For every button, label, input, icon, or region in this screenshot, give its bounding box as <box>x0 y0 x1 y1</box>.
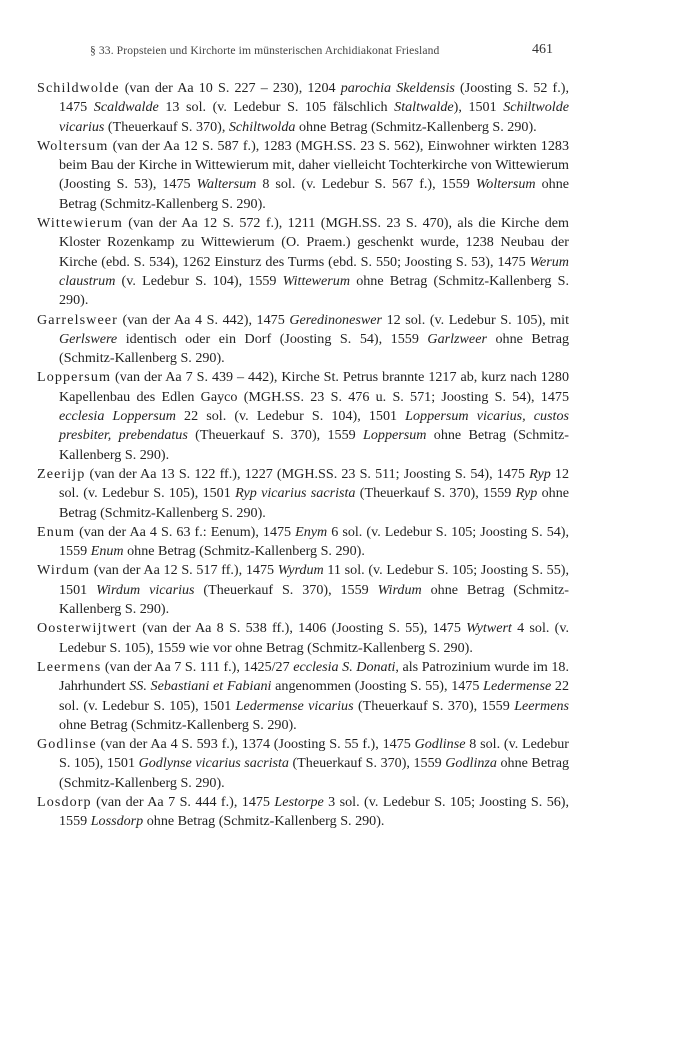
entry-text: 13 sol. (v. Ledebur S. 105 fälschlich <box>158 99 395 116</box>
entry-text: ohne Betrag (Schmitz-Kallenberg S. 290). <box>295 118 537 135</box>
entry-paragraph <box>37 793 569 832</box>
entry-italic-text: Werum claustrum <box>59 253 569 289</box>
entry-text: 12 sol. (v. Ledebur S. 105), 1501 <box>59 465 570 502</box>
entry-place-name: Zeerijp <box>37 465 86 482</box>
entry-paragraph <box>37 523 569 562</box>
entry-paragraph <box>37 311 569 369</box>
entry-text: 3 sol. (v. Ledebur S. 105; Joosting S. 56), 1559 <box>59 793 570 830</box>
entry-text: ohne Betrag (Schmitz-Kallenberg S. 290). <box>59 716 297 733</box>
entry-italic-text: SS. Sebastiani et Fabiani <box>129 678 272 695</box>
entry-text: ohne Betrag (Schmitz-Kallenberg S. 290). <box>59 176 570 212</box>
entry-place-name: Wirdum <box>37 562 91 579</box>
entry-italic-text: Godlinse <box>414 736 466 753</box>
entry-italic-text: Wirdum vicarius <box>96 581 195 598</box>
entry-place-name: Losdorp <box>37 793 92 810</box>
entry-italic-text: Leermens <box>514 697 569 714</box>
entry-text: angenommen (Joosting S. 55), 1475 <box>271 678 484 695</box>
entry-text: (Theuerkauf S. 370), 1559 <box>288 755 446 772</box>
entry-text: (van der Aa 4 S. 593 f.), 1374 (Joosting S. 55 f.), 1475 <box>96 736 415 753</box>
entry-text: (van der Aa 7 S. 111 f.), 1425/27 <box>101 658 294 675</box>
entry-italic-text: Garlzweer <box>427 330 487 347</box>
entry-italic-text: Godlinza <box>445 755 497 772</box>
entry-italic-text: Wytwert <box>466 620 512 637</box>
entry-text: (van der Aa 8 S. 538 ff.), 1406 (Joosting S. 55), 1475 <box>136 620 467 637</box>
entry-text: (van der Aa 12 S. 517 ff.), 1475 <box>90 562 278 579</box>
entry-italic-text: Ledermense vicarius <box>235 697 354 714</box>
entry-text: ohne Betrag (Schmitz-Kallenberg S. 290). <box>123 543 365 560</box>
entry-place-name: Wittewierum <box>37 215 123 232</box>
entry-paragraph <box>37 619 569 658</box>
entry-text: ohne Betrag (Schmitz-Kallenberg S. 290). <box>59 581 569 618</box>
entry-text: (van der Aa 4 S. 442), 1475 <box>117 311 290 328</box>
entry-italic-text: Woltersum <box>475 176 536 193</box>
entry-text: (van der Aa 12 S. 572 f.), 1211 (MGH.SS. 23 S. 470), als die Kirche dem Kloster Rozenkamp zu Wittewierum (O. Praem.) geschenkt wurde, 1238 Neubau der Kirche (ebd. S. 534), 1262 Einsturz des Turms (ebd. S. 550; Joosting S. 53), 1475 <box>59 215 569 270</box>
entry-list <box>37 79 569 832</box>
entry-italic-text: parochia Skeldensis <box>340 80 455 96</box>
entry-italic-text: Wittewerum <box>282 272 351 289</box>
entry-italic-text: Ledermense <box>483 678 552 695</box>
entry-italic-text: Schiltwolde vicarius <box>59 99 570 135</box>
entry-italic-text: Waltersum <box>196 176 257 193</box>
entry-italic-text: Loppersum vicarius, custos presbiter, prebendatus <box>59 408 570 444</box>
entry-italic-text: Wirdum <box>377 581 422 598</box>
entry-italic-text: ecclesia Loppersum <box>59 408 176 425</box>
entry-text: (Joosting S. 52 f.), 1475 <box>59 80 569 116</box>
entry-text: 4 sol. (v. Ledebur S. 105), 1559 wie vor ohne Betrag (Schmitz-Kallenberg S. 290). <box>59 620 570 656</box>
entry-text: identisch oder ein Dorf (Joosting S. 54), 1559 <box>117 330 428 347</box>
entry-text: (van der Aa 10 S. 227 – 230), 1204 <box>119 80 341 96</box>
entry-paragraph <box>37 368 569 464</box>
entry-italic-text: Godlynse vicarius sacrista <box>138 755 289 772</box>
entry-text: ohne Betrag (Schmitz-Kallenberg S. 290). <box>59 427 569 463</box>
entry-paragraph <box>37 137 569 214</box>
entry-italic-text: Gerlswere <box>59 330 118 347</box>
entry-italic-text: ecclesia S. Donati <box>293 658 396 675</box>
entry-text: 22 sol. (v. Ledebur S. 105), 1501 <box>59 678 570 714</box>
entry-italic-text: Lossdorp <box>90 813 144 830</box>
entry-italic-text: Lestorpe <box>274 793 324 810</box>
entry-place-name: Godlinse <box>37 736 97 753</box>
entry-italic-text: Scaldwalde <box>93 99 159 116</box>
entry-italic-text: Schiltwolda <box>228 118 296 135</box>
entry-text: ), 1501 <box>453 99 504 116</box>
entry-text: , als Patrozinium wurde im 18. Jahrhundert <box>59 658 569 695</box>
entry-italic-text: Loppersum <box>363 427 427 444</box>
entry-text: (van der Aa 13 S. 122 ff.), 1227 (MGH.SS. 23 S. 511; Joosting S. 54), 1475 <box>85 465 530 482</box>
entry-text: (Theuerkauf S. 370), <box>104 118 229 135</box>
entry-italic-text: Staltwalde <box>394 99 454 116</box>
entry-text: (van der Aa 7 S. 444 f.), 1475 <box>91 793 275 810</box>
entry-text: (v. Ledebur S. 104), 1559 <box>115 272 283 289</box>
entry-text: 11 sol. (v. Ledebur S. 105; Joosting S. 55), 1501 <box>59 562 569 598</box>
entry-italic-text: Ryp <box>529 465 551 482</box>
entry-text: ohne Betrag (Schmitz-Kallenberg S. 290). <box>143 813 385 830</box>
entry-text: ohne Betrag (Schmitz-Kallenberg S. 290). <box>59 272 569 309</box>
entry-place-name: Loppersum <box>37 369 112 386</box>
running-header: § 33. Propsteien und Kirchorte im münsterischen Archidiakonat Friesland <box>90 44 440 57</box>
entry-text: ohne Betrag (Schmitz-Kallenberg S. 290). <box>59 330 569 367</box>
entry-text: (Theuerkauf S. 370), 1559 <box>355 485 516 502</box>
entry-paragraph <box>37 658 569 735</box>
entry-place-name: Garrelsweer <box>37 311 118 328</box>
entry-text: 22 sol. (v. Ledebur S. 104), 1501 <box>175 408 406 425</box>
entry-text: ohne Betrag (Schmitz-Kallenberg S. 290). <box>59 485 569 521</box>
entry-place-name: Schildwolde <box>37 80 120 96</box>
entry-paragraph <box>37 214 569 310</box>
entry-place-name: Leermens <box>37 658 102 675</box>
entry-italic-text: Ryp vicarius sacrista <box>235 485 356 502</box>
entry-text: 8 sol. (v. Ledebur S. 105), 1501 <box>59 736 570 772</box>
entry-text: (Theuerkauf S. 370), 1559 <box>194 581 378 598</box>
entry-place-name: Oosterwijtwert <box>37 620 137 637</box>
entry-text: (van der Aa 4 S. 63 f.: Eenum), 1475 <box>75 523 296 540</box>
page-number: 461 <box>532 42 553 57</box>
entry-paragraph <box>37 465 569 523</box>
entry-place-name: Woltersum <box>37 137 109 154</box>
entry-paragraph <box>37 79 569 137</box>
entry-paragraph <box>37 735 569 793</box>
entry-text: 12 sol. (v. Ledebur S. 105), mit <box>381 311 569 328</box>
entry-italic-text: Enum <box>90 543 124 560</box>
entry-text: 6 sol. (v. Ledebur S. 105; Joosting S. 54), 1559 <box>59 523 569 560</box>
entry-italic-text: Wyrdum <box>277 562 324 579</box>
entry-text: ohne Betrag (Schmitz-Kallenberg S. 290). <box>59 755 569 791</box>
entry-text: (van der Aa 7 S. 439 – 442), Kirche St. Petrus brannte 1217 ab, kurz nach 1280 Kapellenbau des Edlen Gayco (MGH.SS. 23 S. 476 u. S. 571; Joosting S. 54), 1475 <box>59 369 569 405</box>
entry-italic-text: Geredinoneswer <box>289 311 382 328</box>
entry-place-name: Enum <box>37 523 76 540</box>
entry-italic-text: Enym <box>295 523 328 540</box>
entry-text: (Theuerkauf S. 370), 1559 <box>187 427 364 444</box>
entry-text: (van der Aa 12 S. 587 f.), 1283 (MGH.SS. 23 S. 562), Einwohner wirkten 1283 beim Bau der Kirche in Wittewierum mit, daher vielleicht Tochterkirche von Wittewierum (Joosting S. 53), 1475 <box>59 137 569 193</box>
entry-paragraph <box>37 561 569 619</box>
entry-text: (Theuerkauf S. 370), 1559 <box>353 697 515 714</box>
entry-italic-text: Ryp <box>515 485 538 502</box>
entry-text: 8 sol. (v. Ledebur S. 567 f.), 1559 <box>256 176 476 193</box>
